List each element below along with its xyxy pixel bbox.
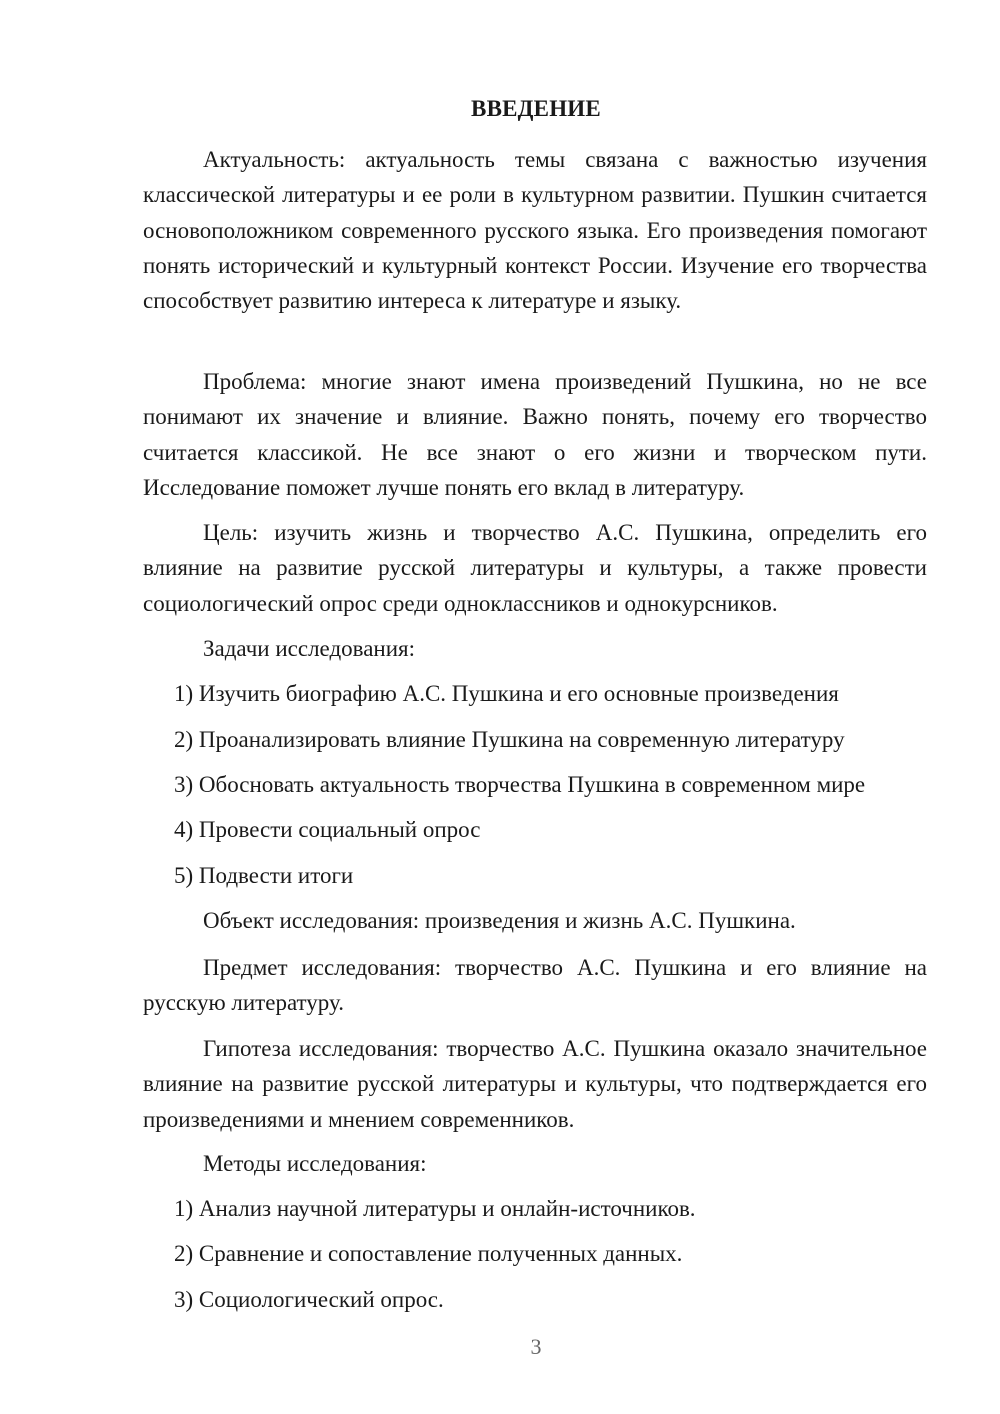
task-item: 5) Подвести итоги	[174, 863, 354, 888]
task-item: 1) Изучить биографию А.С. Пушкина и его основные произведения	[174, 681, 839, 706]
method-item: 3) Социологический опрос.	[174, 1287, 444, 1312]
paragraph-relevance: Актуальность: актуальность темы связана с важностью изучения классической литературы и ее роли в культурном развитии. Пушкин считается основоположником современного русского языка. Его произведения помогают понять исторический и культурный контекст России. Изучение его творчества способствует развитию интереса к литературе и языку.	[143, 147, 927, 314]
method-item: 1) Анализ научной литературы и онлайн-источников.	[174, 1196, 696, 1221]
paragraph-problem: Проблема: многие знают имена произведений Пушкина, но не все понимают их значение и влияние. Важно понять, почему его творчество считается классикой. Не все знают о его жизни и творческом пути. Исследование поможет лучше понять его вклад в литературу.	[143, 369, 927, 500]
page-title: ВВЕДЕНИЕ	[471, 96, 601, 121]
tasks-heading: Задачи исследования:	[203, 636, 416, 661]
paragraph-subject: Предмет исследования: творчество А.С. Пушкина и его влияние на русскую литературу.	[143, 955, 927, 1016]
task-item: 2) Проанализировать влияние Пушкина на современную литературу	[174, 727, 845, 752]
paragraph-hypothesis: Гипотеза исследования: творчество А.С. Пушкина оказало значительное влияние на развитие русской литературы и культуры, что подтверждается его произведениями и мнением современников.	[143, 1036, 927, 1132]
task-item: 4) Провести социальный опрос	[174, 817, 481, 842]
page-number: 3	[530, 1334, 542, 1359]
paragraph-goal: Цель: изучить жизнь и творчество А.С. Пушкина, определить его влияние на развитие русской литературы и культуры, а также провести социологический опрос среди одноклассников и однокурсников.	[143, 520, 927, 616]
method-item: 2) Сравнение и сопоставление полученных данных.	[174, 1241, 683, 1266]
object-line: Объект исследования: произведения и жизнь А.С. Пушкина.	[203, 908, 796, 933]
methods-heading: Методы исследования:	[203, 1151, 427, 1176]
task-item: 3) Обосновать актуальность творчества Пушкина в современном мире	[174, 772, 866, 797]
